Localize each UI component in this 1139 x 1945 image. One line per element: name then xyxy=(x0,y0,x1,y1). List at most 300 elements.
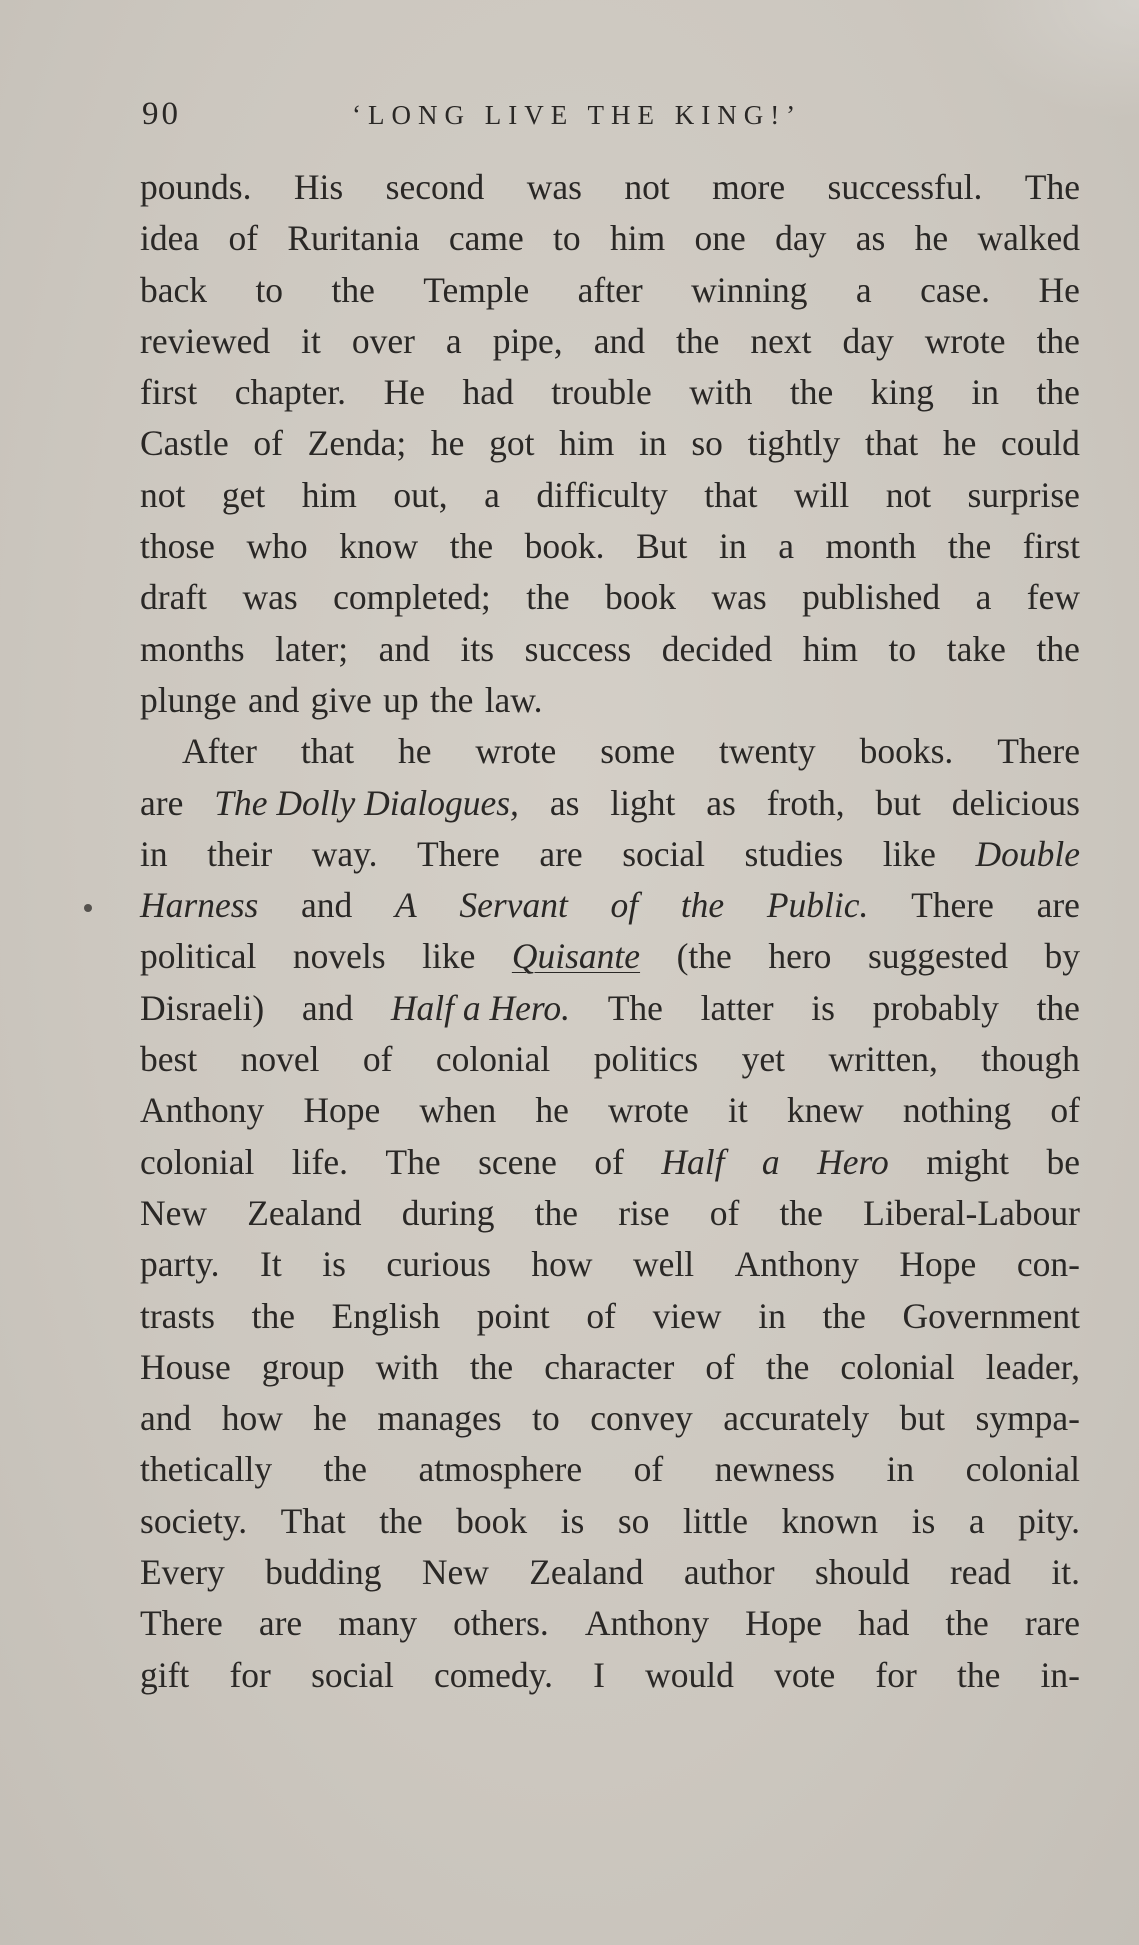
word: could xyxy=(1001,423,1080,464)
word: After xyxy=(182,731,257,772)
word: some xyxy=(600,731,676,772)
word: The xyxy=(385,1141,441,1182)
word: to xyxy=(553,218,581,259)
word: and xyxy=(140,1398,192,1439)
word: in xyxy=(639,423,667,464)
word: There xyxy=(417,833,500,874)
word: and xyxy=(301,885,353,926)
word: of xyxy=(253,423,283,464)
word: It xyxy=(260,1244,282,1285)
text-line xyxy=(140,521,1080,572)
word: who xyxy=(246,526,308,567)
word: published xyxy=(802,577,941,618)
word: law. xyxy=(484,679,543,720)
word: view xyxy=(652,1295,722,1336)
text-line xyxy=(140,1393,1080,1444)
word: well xyxy=(633,1244,695,1285)
word: decided xyxy=(661,628,773,669)
word: the xyxy=(1036,987,1080,1028)
word: the xyxy=(765,1346,810,1387)
word: month xyxy=(825,526,917,567)
word: Half xyxy=(661,1141,725,1182)
word: Liberal-Labour xyxy=(863,1192,1080,1233)
word: the xyxy=(1036,628,1080,669)
word: many xyxy=(338,1603,418,1644)
word: hero xyxy=(768,936,832,977)
word: plunge xyxy=(140,679,237,720)
text-line xyxy=(140,418,1080,469)
text-line xyxy=(140,1496,1080,1547)
word: the xyxy=(789,372,834,413)
text-line xyxy=(140,1291,1080,1342)
word: should xyxy=(814,1552,910,1593)
word: he xyxy=(430,423,465,464)
text-line xyxy=(140,1239,1080,1290)
word: budding xyxy=(265,1552,382,1593)
word: him xyxy=(301,474,357,515)
word: though xyxy=(981,1039,1080,1080)
word: way. xyxy=(311,833,378,874)
page-number: 90 xyxy=(142,96,181,132)
word: how xyxy=(531,1244,593,1285)
word: of xyxy=(705,1346,735,1387)
word: that xyxy=(704,474,758,515)
word: of xyxy=(1050,1090,1080,1131)
word: best xyxy=(140,1039,198,1080)
word: light xyxy=(610,782,676,823)
word: the xyxy=(534,1192,579,1233)
word: be xyxy=(1046,1141,1080,1182)
word: political xyxy=(140,936,257,977)
text-line xyxy=(140,572,1080,623)
word: so xyxy=(691,423,723,464)
text-line xyxy=(140,931,1080,982)
word: Government xyxy=(902,1295,1080,1336)
word: surprise xyxy=(967,474,1080,515)
word: wrote xyxy=(608,1090,689,1131)
word: New xyxy=(421,1552,489,1593)
word: not xyxy=(140,474,186,515)
word: wrote xyxy=(924,320,1006,361)
word: froth, xyxy=(766,782,845,823)
word: months xyxy=(140,628,245,669)
word: as xyxy=(706,782,736,823)
word: it xyxy=(301,320,321,361)
word: give xyxy=(310,679,372,720)
word: and xyxy=(301,987,354,1028)
text-line xyxy=(140,778,1080,829)
word: suggested xyxy=(867,936,1008,977)
word: the xyxy=(1036,372,1080,413)
word: newness xyxy=(714,1449,835,1490)
text-line xyxy=(140,726,1080,777)
word: Servant xyxy=(459,885,568,926)
word: written, xyxy=(828,1039,938,1080)
word: to xyxy=(888,628,917,669)
word: knew xyxy=(786,1090,864,1131)
word: Harness xyxy=(140,885,259,926)
word: the xyxy=(680,885,725,926)
word: not xyxy=(885,474,932,515)
word: for xyxy=(229,1654,271,1695)
word: politics xyxy=(593,1039,699,1080)
text-line xyxy=(140,1598,1080,1649)
word: day xyxy=(775,218,827,259)
word: group xyxy=(261,1346,345,1387)
body-text xyxy=(140,162,1080,1701)
word: vote xyxy=(774,1654,836,1695)
word: as xyxy=(855,218,886,259)
word: a xyxy=(778,526,794,567)
word: yet xyxy=(741,1039,786,1080)
word: The xyxy=(607,987,663,1028)
word: of xyxy=(362,1039,393,1080)
word: convey xyxy=(590,1398,693,1439)
word: rare xyxy=(1024,1603,1080,1644)
word: had xyxy=(858,1603,910,1644)
word: social xyxy=(622,833,705,874)
word: reviewed xyxy=(140,320,271,361)
word: walked xyxy=(977,218,1080,259)
word: a xyxy=(445,320,462,361)
word: that xyxy=(864,423,919,464)
word: Public. xyxy=(766,885,869,926)
word: a xyxy=(484,474,500,515)
word: him xyxy=(609,218,666,259)
word: back xyxy=(140,269,208,310)
word: for xyxy=(875,1654,917,1695)
word: is xyxy=(322,1244,346,1285)
word: trouble xyxy=(551,372,652,413)
text-line xyxy=(140,1085,1080,1136)
word: House xyxy=(140,1346,231,1387)
word: but xyxy=(875,782,921,823)
word: got xyxy=(489,423,535,464)
word: and xyxy=(378,628,430,669)
word: is xyxy=(911,1500,936,1541)
word: There xyxy=(911,885,994,926)
word: up xyxy=(383,679,419,720)
word: author xyxy=(683,1552,775,1593)
word: might xyxy=(926,1141,1010,1182)
word: studies xyxy=(744,833,844,874)
word: nothing xyxy=(902,1090,1012,1131)
word: party. xyxy=(140,1244,220,1285)
word: colonial xyxy=(965,1449,1080,1490)
word: But xyxy=(636,526,688,567)
word: and xyxy=(593,320,645,361)
word: the xyxy=(331,269,375,310)
word: difficulty xyxy=(536,474,668,515)
word: English xyxy=(331,1295,441,1336)
word: Anthony xyxy=(584,1603,710,1644)
word: their xyxy=(207,833,273,874)
word: twenty xyxy=(719,731,816,772)
word: probably xyxy=(872,987,999,1028)
word: in xyxy=(971,372,1000,413)
word: during xyxy=(401,1192,495,1233)
word: how xyxy=(221,1398,283,1439)
word: not xyxy=(624,167,670,207)
word: gift xyxy=(140,1654,190,1695)
word: over xyxy=(351,320,415,361)
word: the xyxy=(1036,320,1080,361)
word: with xyxy=(375,1346,439,1387)
word: colonial xyxy=(140,1141,255,1182)
word: was xyxy=(711,577,767,618)
word: to xyxy=(532,1398,560,1439)
word: book. xyxy=(524,526,605,567)
word: the xyxy=(379,1500,423,1541)
word: Half a Hero. xyxy=(390,987,571,1028)
word: day xyxy=(842,320,894,361)
word: I xyxy=(593,1654,605,1695)
word: atmosphere xyxy=(418,1449,583,1490)
word: first xyxy=(140,372,198,413)
word: successful. xyxy=(827,167,983,207)
text-line xyxy=(140,470,1080,521)
text-line xyxy=(140,265,1080,316)
word: will xyxy=(793,474,850,515)
word: completed; xyxy=(333,577,491,618)
word: Double xyxy=(975,833,1080,874)
running-head xyxy=(140,96,1080,140)
word: draft xyxy=(140,577,208,618)
word: Anthony xyxy=(734,1244,859,1285)
word: in xyxy=(140,833,168,874)
word: a xyxy=(975,577,992,618)
word: Zenda; xyxy=(307,423,407,464)
word: is xyxy=(811,987,835,1028)
word: the xyxy=(956,1654,1001,1695)
word: first xyxy=(1022,526,1080,567)
word: novel xyxy=(240,1039,320,1080)
word: known xyxy=(781,1500,879,1541)
word: winning xyxy=(691,269,808,310)
word: Ruritania xyxy=(287,218,420,259)
word: the xyxy=(945,1603,989,1644)
word: few xyxy=(1026,577,1080,618)
word: in- xyxy=(1040,1654,1080,1695)
word: in xyxy=(718,526,747,567)
word: he xyxy=(942,423,977,464)
word: life. xyxy=(291,1141,348,1182)
word: so xyxy=(617,1500,650,1541)
word: one xyxy=(694,218,746,259)
word: That xyxy=(280,1500,346,1541)
word: after xyxy=(577,269,643,310)
word: are xyxy=(258,1603,303,1644)
word: sympa- xyxy=(975,1398,1080,1439)
word: point xyxy=(476,1295,550,1336)
word: Hero xyxy=(817,1141,889,1182)
word: (the xyxy=(676,936,732,977)
word: of xyxy=(228,218,259,259)
word: the xyxy=(947,526,992,567)
word: His xyxy=(293,167,344,207)
text-line xyxy=(140,316,1080,367)
word: scene xyxy=(478,1141,557,1182)
text-line xyxy=(140,1137,1080,1188)
word: it. xyxy=(1051,1552,1080,1593)
text-line xyxy=(140,1650,1080,1701)
word: its xyxy=(460,628,495,669)
word: con- xyxy=(1016,1244,1080,1285)
word: curious xyxy=(386,1244,491,1285)
word: like xyxy=(422,936,476,977)
word: like xyxy=(882,833,936,874)
word: case. xyxy=(920,269,991,310)
word: are xyxy=(539,833,583,874)
word: the xyxy=(526,577,570,618)
text-line xyxy=(140,1188,1080,1239)
word: thetically xyxy=(140,1449,273,1490)
word: take xyxy=(946,628,1006,669)
word: Quisante xyxy=(511,936,641,977)
word: novels xyxy=(292,936,386,977)
word: he xyxy=(914,218,949,259)
word: colonial xyxy=(435,1039,551,1080)
word: Every xyxy=(140,1552,225,1593)
word: of xyxy=(610,885,639,926)
text-line xyxy=(140,1342,1080,1393)
word: know xyxy=(339,526,419,567)
text-line xyxy=(140,162,1080,213)
word: of xyxy=(633,1449,664,1490)
word: the xyxy=(469,1346,514,1387)
word: of xyxy=(709,1192,740,1233)
word: had xyxy=(462,372,514,413)
word: trasts xyxy=(140,1295,215,1336)
word: the xyxy=(429,679,474,720)
word: comedy. xyxy=(434,1654,553,1695)
word: second xyxy=(385,167,485,207)
word: Disraeli) xyxy=(140,987,265,1028)
word: that xyxy=(300,731,355,772)
word: later; xyxy=(275,628,349,669)
word: society. xyxy=(140,1500,248,1541)
word: latter xyxy=(700,987,774,1028)
word: him xyxy=(802,628,858,669)
word: with xyxy=(689,372,753,413)
word: him xyxy=(559,423,615,464)
word: delicious xyxy=(951,782,1080,823)
word: rise xyxy=(618,1192,670,1233)
word: the xyxy=(779,1192,823,1233)
word: Hope xyxy=(303,1090,381,1131)
word: next xyxy=(750,320,812,361)
word: and xyxy=(247,679,300,720)
word: by xyxy=(1044,936,1080,977)
word: the xyxy=(251,1295,295,1336)
word: A xyxy=(394,885,417,926)
word: idea xyxy=(140,218,200,259)
word: a xyxy=(968,1500,985,1541)
word: get xyxy=(221,474,266,515)
word: Zealand xyxy=(529,1552,644,1593)
word: a xyxy=(855,269,872,310)
word: manages xyxy=(377,1398,502,1439)
word: tightly xyxy=(747,423,841,464)
word: There xyxy=(997,731,1080,772)
word: leader, xyxy=(985,1346,1080,1387)
word: came xyxy=(448,218,524,259)
word: There xyxy=(140,1603,223,1644)
word: Temple xyxy=(423,269,530,310)
word: he xyxy=(397,731,432,772)
text-line xyxy=(140,983,1080,1034)
word: the xyxy=(822,1295,866,1336)
text-line xyxy=(140,1034,1080,1085)
word: as xyxy=(549,782,580,823)
word: book xyxy=(456,1500,528,1541)
word: is xyxy=(560,1500,585,1541)
word: books. xyxy=(859,731,954,772)
word: of xyxy=(594,1141,624,1182)
word: colonial xyxy=(840,1346,955,1387)
word: others. xyxy=(453,1603,549,1644)
text-line xyxy=(140,213,1080,264)
word: read xyxy=(949,1552,1012,1593)
word: he xyxy=(313,1398,347,1439)
text-line xyxy=(140,880,1080,931)
margin-dot xyxy=(84,904,92,912)
word: Zealand xyxy=(247,1192,362,1233)
word: the xyxy=(449,526,494,567)
text-line xyxy=(140,367,1080,418)
word: character xyxy=(544,1346,675,1387)
word: accurately xyxy=(723,1398,870,1439)
word: of xyxy=(586,1295,616,1336)
word: The xyxy=(1024,167,1080,207)
word: pounds. xyxy=(140,167,252,207)
word: He xyxy=(383,372,425,413)
word: success xyxy=(524,628,632,669)
word: in xyxy=(886,1449,915,1490)
text-line xyxy=(140,624,1080,675)
word: was xyxy=(526,167,582,207)
word: the xyxy=(323,1449,367,1490)
word: he xyxy=(535,1090,569,1131)
word: a xyxy=(761,1141,780,1182)
text-line xyxy=(140,675,1080,726)
word: book xyxy=(605,577,677,618)
text-line xyxy=(140,1547,1080,1598)
word: it xyxy=(727,1090,748,1131)
text-line xyxy=(140,1444,1080,1495)
word: The Dolly Dialogues, xyxy=(214,782,519,823)
word: but xyxy=(899,1398,945,1439)
word: wrote xyxy=(475,731,557,772)
word: when xyxy=(419,1090,497,1131)
word: more xyxy=(712,167,786,207)
word: king xyxy=(870,372,934,413)
word: little xyxy=(682,1500,748,1541)
text-line xyxy=(140,829,1080,880)
word: Castle xyxy=(140,423,229,464)
word: pipe, xyxy=(492,320,563,361)
word: chapter. xyxy=(234,372,347,413)
word: pity. xyxy=(1018,1500,1080,1541)
word: Hope xyxy=(899,1244,977,1285)
word: out, xyxy=(393,474,448,515)
word: those xyxy=(140,526,215,567)
word: New xyxy=(140,1192,208,1233)
word: Anthony xyxy=(140,1090,265,1131)
word: was xyxy=(242,577,298,618)
word: Hope xyxy=(745,1603,823,1644)
word: the xyxy=(675,320,720,361)
